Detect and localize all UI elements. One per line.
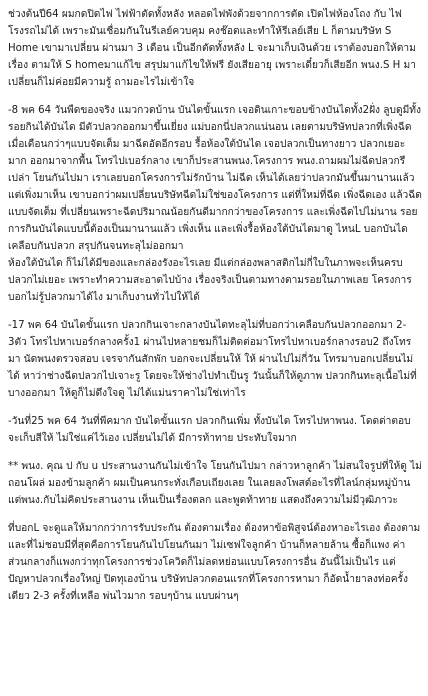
post-paragraph: -8 พค 64 วันพืดของจริง แมวกวดบ้าน บันไดขั้นแรก เจอดินเกาะขอบข้างบันไดทั้ง2ฝั่ง ลูบดูมีทั้งรอยกินได้บันได มีตัวปลวกออกมาขึ้นเยี่ยง แม่บอกนี่ปลวกแน่นอน เลยตามบริษัทปลวกที่เพิ่งฉีดเมื่อเดือนกว่าๆแบบจัดเต็ม มาฉีดอัดอีกรอบ รื้อห้องใต้บันได เจอปลวกเป็นทางยาว ปลวกเยอะมาก ออกมาจากพื้น โทรไปเบอร์กลาง เขาก็ประสานพนง.โครงการ พนง.ถามผมไม่ฉีดปลวกรึเปล่า โยนกันไปมา เราเลยบอกโครงการไม่รักบ้าน ไม่ฉีด เห็นได้เลยว่าปลวกมันขึ้นมานานแล้วแต่เพิ่งมาเห็น เขาบอกว่าผมเปลี่ยนบริษัทฉีดไม่ใช่ของโครงการ แต่ที่ใหม่ที่ฉีด เพิ่งฉีดเอง แล้วฉีดแบบจัดเต็ม ที่เปลี่ยนเพราะฉีดปริมาณน้อยกันดีมากกว่าของโครงการ และเพิ่งฉีดไปไม่นาน รอยการกินบันไดแบบนี้ต้องเป็นมานานแล้ว เพิ่งเห็น และเพิ่งรื้อห้องใต้บันไดมาดู ไหนL บอกบันไดเคลือบกันปลวก สรุปกันจนทะลุไม่ออกมา ห้องใต้บันได ก็ไม่ได้มีของและกล่องรังอะไรเลย มีแต่กล่องพลาสติกไม่กี่ใบในภาพจะเห็นครบปลวกไม่เยอะ เพราะทำความสะอาดไปบ้าง เรื่องจริงเป็นตามทางตามรอยในภาพเลย โครงการบอกไม่รู้ปลวกมาได้ไง มาเก็บงานทั่วไปให้ได้ <box>8 105 422 303</box>
post-paragraph: -วันที่25 พค 64 วันที่พีคมาก บันไดขั้นแรก ปลวกกินเพิ่ม ทั้งบันได โทรไปหาพนง. โดดด่าตอบ จะเก็บสีให้ ไม่ใช่แค่ไว้เอง เปลี่ยนไม่ได้ มีการท้าทาย ประทับใจมาก <box>8 416 411 444</box>
post-paragraph: ที่บอกL จะดูแลให้มากกว่าการรับประกัน ต้องตามเรื่อง ต้องหาข้อพิสูจน์ต้องหาอะไรเอง ต้องตาม และที่ไม่ชอบมีที่สุดคือการโยนกันไปโยนกันมา ไม่เซฟใจลูกค้า บ้านก็หลายล้าน ซื้อก็แพง ค่าส่วนกลางก็แพงกว่าทุกโครงการช่วงโควิดก็ไม่ลดหย่อนแบบโครงการอื่น อันนี้ไม่เป็นไร แต่ปัญหาปลวกเรื่องใหญ่ ปิดทุเองบ้าน บริษัทปลวกตอนแรกที่โครงการหามา ก็อัดน้ำยาลงท่อครั้งเดียว 2-3 ครั้งที่เหลือ พ่นไวมาก รอบๆบ้าน แบบผ่านๆ <box>8 523 421 602</box>
post-paragraph: -17 พค 64 บันไดขั้นแรก ปลวกกินเจาะกลางบันไดทะลุไม่ที่บอกว่าเคลือบกันปลวกออกมา 2-3ตัว โทรไปหาเบอร์กลางครั้ง1 ผ่านไปหลายชมก็ไม่ติดต่อมาโทรไปหาเบอร์กลางรอบ2 ถึงโทรมา นัดพนงตรวจสอบ เจรจากันสักพัก บอกจะเปลี่ยนให้ ให้ ผ่านไปไม่กี่วัน โทรมาบอกเปลี่ยนไม่ได้ หาว่าช่างฉีดปลวกไปเจาะรู โดยจะให้ช่างไปทำเป็นรู วันนั้นก็ให้ดูภาพ ปลวกกินทะลุเนื้อไม่ที่บางออกมา ให้ดูก็ไม่ดึงใจดู ไม่ได้แม่นราคาไม่ใช่เท่าไร <box>8 320 417 399</box>
post-paragraph: ** พนง. คุณ ป กับ u ประสานงานกันไม่เข้าใจ โยนกันไปมา กล่าวหาลูกค้า ไม่สนใจรูปที่ให้ดู ไม่ถอนโผล่ มองข้ามลูกค้า ผมเป็นคนกระทั่งเกือบเถียงเลย ในเลยลงโพสต์อะไรที่ไลน์กลุ่มหมู่บ้าน แต่พนง.กับไม่คิดประสานงาน เห็นเป็นเรื่องตลก และพูดท้าทาย แสดงถึงความไม่มีวุฒิภาวะ <box>8 461 422 506</box>
post-paragraph: ช่วงต้นปี64 ผมกดปิดไฟ ไฟฟ้าตัดทั้งหลัง หลอดไฟพังด้วยจากการตัด เปิดไฟห้องโถง กับ ไฟโรงรถไม่ได้ เพราะมันเชื่อมกันในรีเลย์ควบคุม คงช๊อตและทำให้รีเลย์เสีย L ก็ตามบริษัท S Home เขามาเปลี่ยน ผ่านมา 3 เดือน เป็นอีกตัดทั้งหลัง L จะมาเก็บเงินด้วย เราต้องบอกให้ตามเรื่อง ตามให้ S homeมาแก้ไข สรุปมาแก้ไขให้ฟรี ยังเสียอายุ เพราะเดี๋ยวก็เสียอีก พนง.S H มาเปลี่ยนก็ไม่ค่อยมีความรู้ ถามอะไรไม่เข้าใจ <box>8 9 416 88</box>
